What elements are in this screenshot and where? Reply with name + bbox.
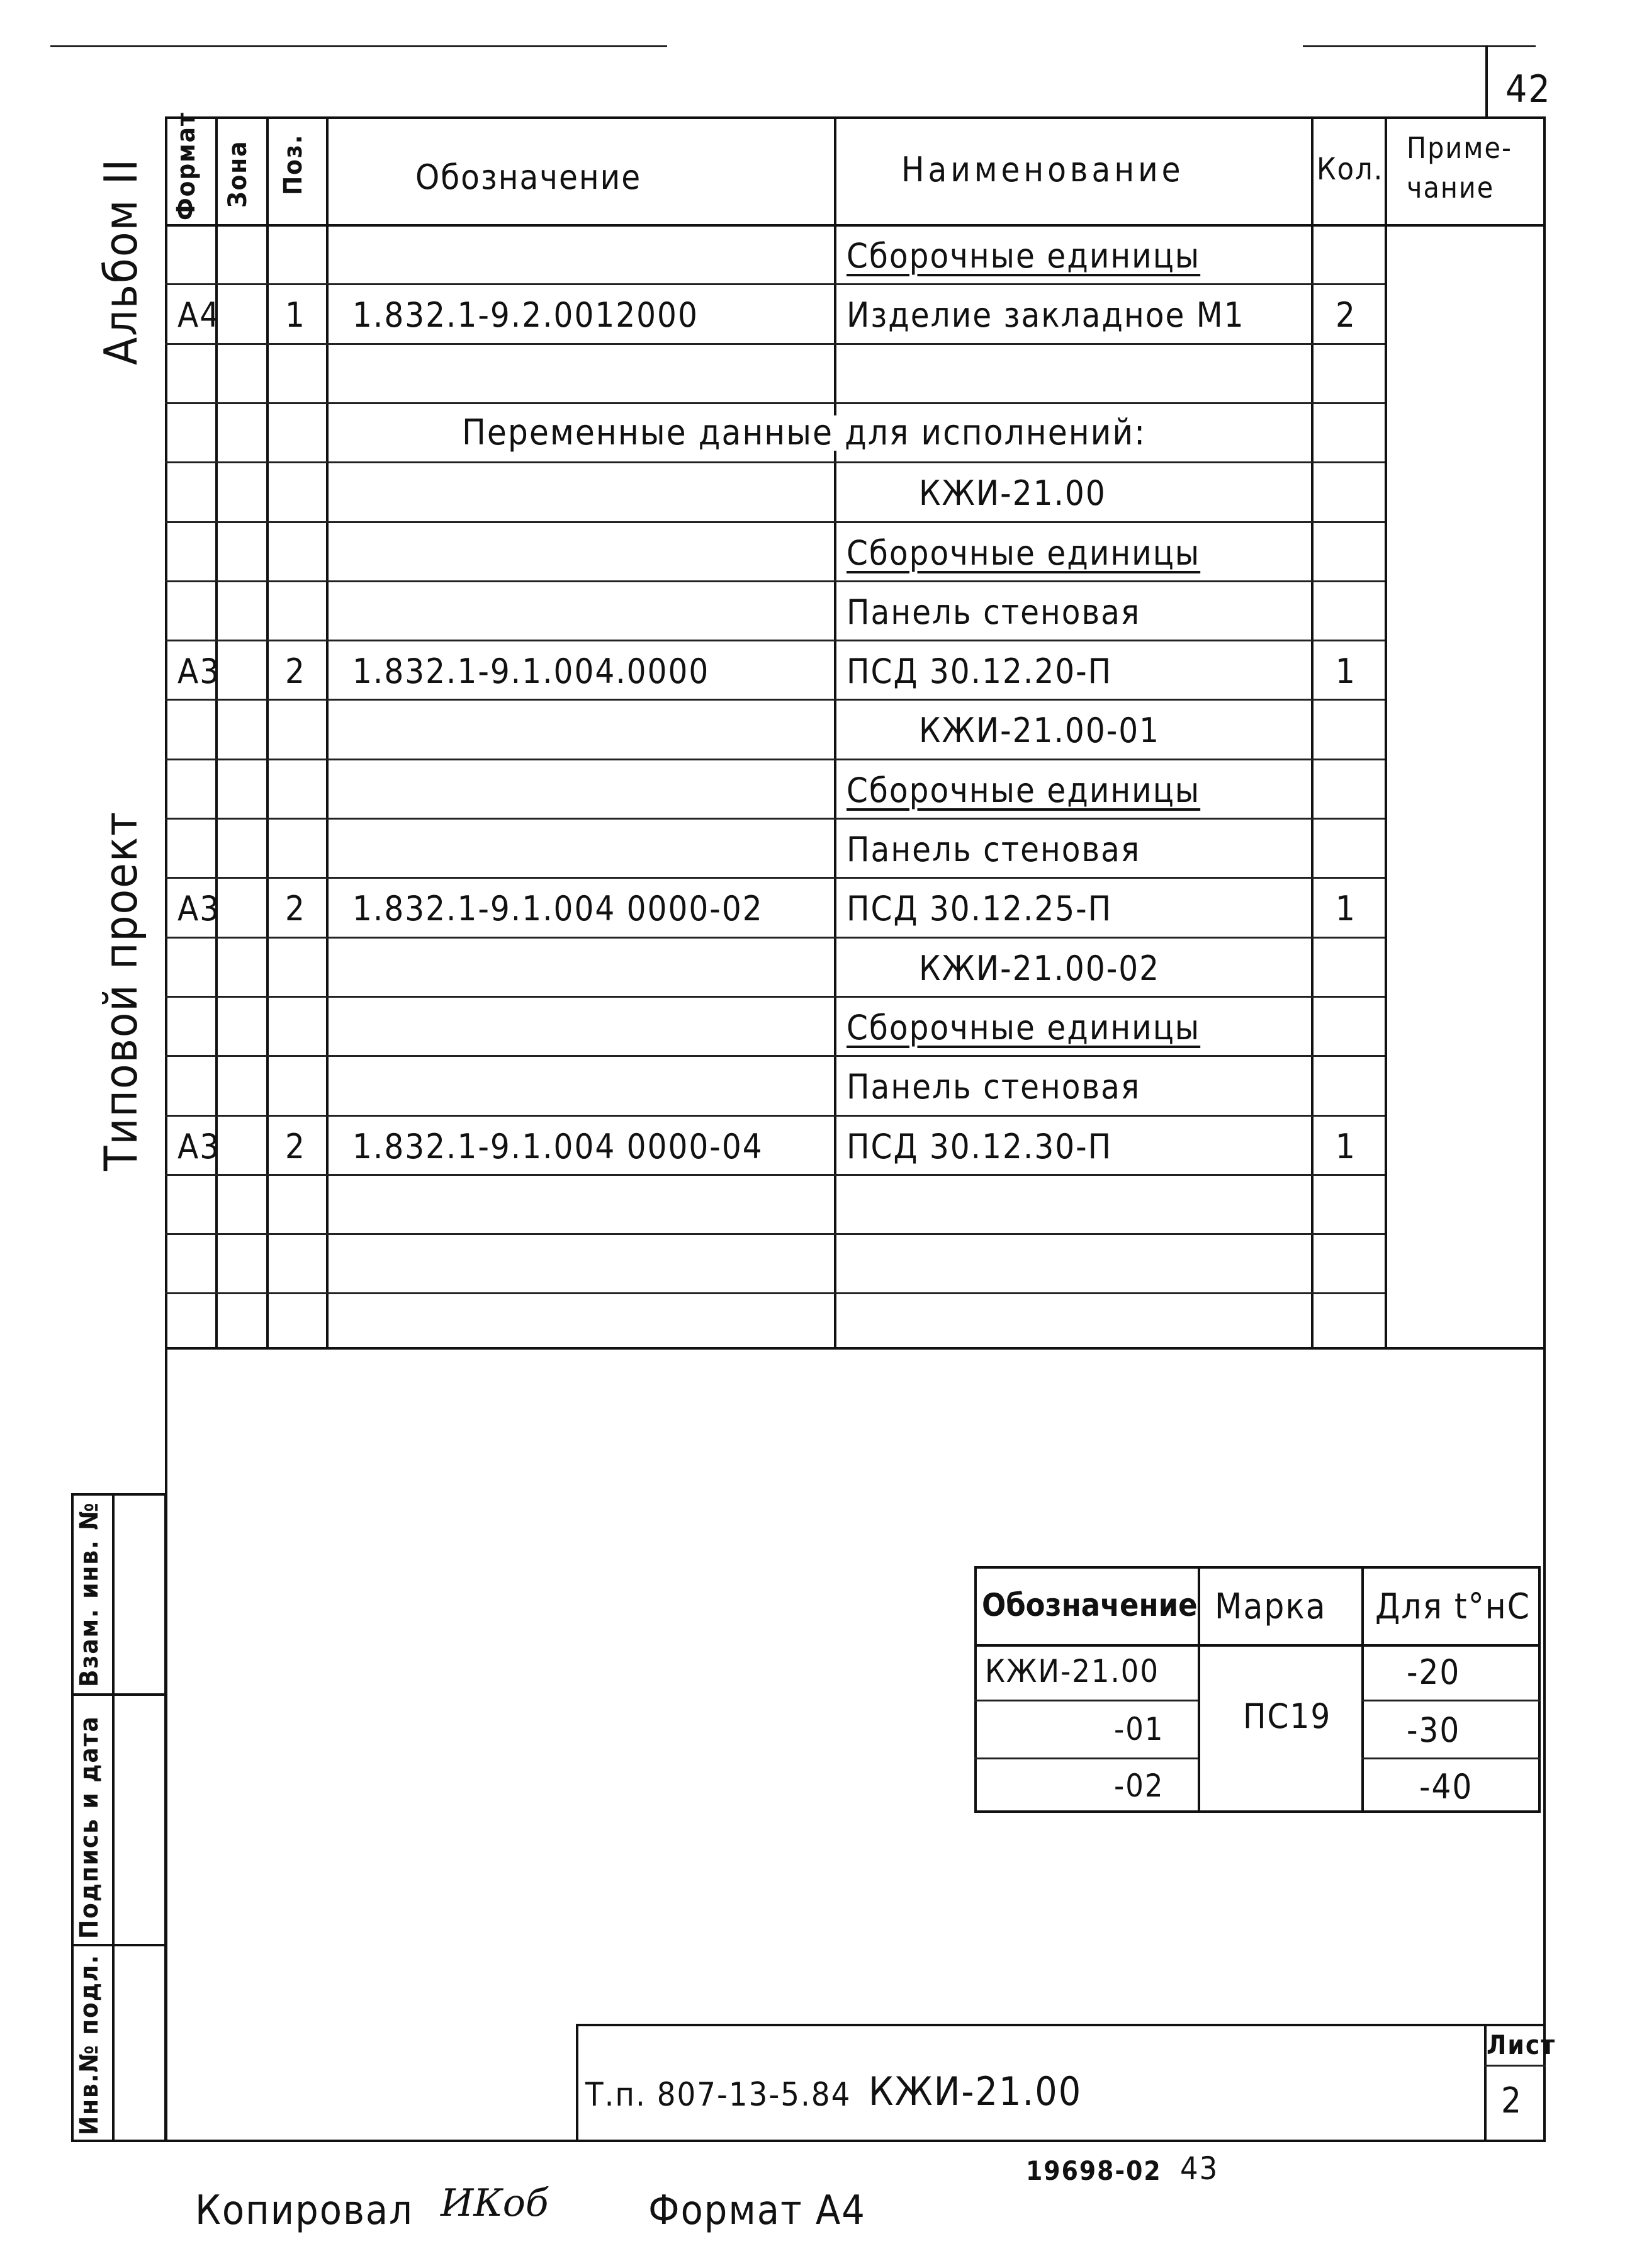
row-designation-cell: 1.832.1-9.1.004 0000-02 [352,889,763,928]
variants-designation-0: КЖИ-21.00 [985,1653,1160,1690]
row-format-cell: А3 [177,889,221,928]
header-pos: Поз. [279,133,308,195]
variants-row-line-2b [1361,1757,1541,1759]
variants-temp-2: -40 [1419,1767,1473,1807]
side-stamp-split-2 [71,1944,167,1946]
col-line-note [1385,116,1387,1349]
row-line [165,818,1385,820]
footer-page-number: 43 [1180,2150,1219,2187]
col-line-designation [326,116,329,1349]
side-stamp-inner-line [112,1493,115,2142]
variants-designation-1: -01 [1114,1711,1164,1747]
title-sheet-label: Лист [1487,2029,1556,2060]
top-border-left [50,45,667,47]
footer-format: Формат А4 [648,2187,866,2234]
header-note-line2: чание [1407,171,1495,205]
footer-signature: ИКоб [441,2181,549,2225]
row-pos-cell: 2 [285,1127,306,1166]
header-note-line1: Приме- [1407,131,1512,165]
variants-header-mark: Марка [1215,1586,1327,1627]
header-designation: Обозначение [415,157,642,197]
col-line-name [834,116,836,1349]
side-stamp-inv-orig: Инв.№ подл. [75,1954,104,2135]
row-line [165,1174,1385,1176]
row-name-cell: ПСД 30.12.30-П [847,1127,1113,1166]
row-line [165,343,1385,345]
header-bottom-line [165,224,1546,227]
row-line [165,937,1385,939]
header-format: Формат [172,111,201,220]
row-name-cell: Сборочные единицы [847,533,1201,573]
corner-number-divider [1485,45,1488,118]
table-bottom-line [165,1347,1546,1350]
title-code: Т.п. 807-13-5.84 [585,2076,852,2114]
row-line [165,521,1385,523]
variants-header-line [974,1644,1541,1647]
row-line [165,1233,1385,1235]
title-document: КЖИ-21.00 [869,2068,1083,2114]
side-stamp-sign-date: Подпись и дата [75,1715,104,1939]
title-sheet-number: 2 [1501,2080,1523,2121]
row-designation-cell: 1.832.1-9.1.004.0000 [352,652,710,691]
side-label-album: Альбом II [94,157,147,365]
header-qty: Кол. [1317,152,1384,187]
row-line [165,699,1385,701]
row-qty-cell: 2 [1336,295,1356,335]
side-stamp-vzam-inv: Взам. инв. № [75,1501,104,1687]
side-stamp-split-1 [71,1693,167,1696]
row-name-cell: Сборочные единицы [847,236,1201,276]
side-label-project: Типовой проект [94,811,147,1171]
row-designation-cell: 1.832.1-9.2.0012000 [352,295,699,335]
variants-row-line-1b [1361,1700,1541,1701]
header-name: Наименование [901,150,1184,189]
variants-mark: ПС19 [1243,1696,1332,1736]
row-line [165,1055,1385,1057]
variable-data-heading: Переменные данные для исполнений: [458,415,1150,451]
footer-archive-number: 19698-02 [1026,2155,1162,2186]
variants-row-line-2a [974,1757,1198,1759]
row-line [165,461,1385,463]
row-pos-cell: 1 [285,295,306,335]
row-line [165,640,1385,641]
row-format-cell: А3 [177,652,221,691]
row-line [165,283,1385,285]
row-line [165,402,1385,404]
title-block-sheet-line [1484,2065,1546,2067]
row-name-cell: КЖИ-21.00-02 [919,949,1161,988]
header-zone: Зона [223,140,252,208]
col-line-qty [1311,116,1314,1349]
row-line [165,996,1385,998]
row-line [165,759,1385,760]
row-name-cell: Сборочные единицы [847,770,1201,810]
variants-temp-0: -20 [1407,1652,1461,1692]
variants-temp-1: -30 [1407,1710,1461,1750]
row-designation-cell: 1.832.1-9.1.004 0000-04 [352,1127,763,1166]
row-name-cell: КЖИ-21.00-01 [919,711,1161,750]
row-name-cell: Панель стеновая [847,592,1141,632]
top-border-right [1303,45,1536,47]
row-qty-cell: 1 [1336,1127,1356,1166]
row-name-cell: Изделие закладное М1 [847,295,1245,335]
variants-col-line-2 [1361,1566,1364,1813]
row-line [165,877,1385,879]
row-qty-cell: 1 [1336,889,1356,928]
row-line [165,1115,1385,1117]
row-name-cell: ПСД 30.12.20-П [847,652,1113,691]
variants-row-line-1a [974,1700,1198,1701]
row-qty-cell: 1 [1336,652,1356,691]
row-pos-cell: 2 [285,889,306,928]
row-name-cell: КЖИ-21.00 [919,473,1106,513]
variants-col-line-1 [1198,1566,1200,1813]
row-line [165,580,1385,582]
row-name-cell: Сборочные единицы [847,1008,1201,1047]
row-format-cell: А3 [177,1127,221,1166]
row-pos-cell: 2 [285,652,306,691]
variants-header-temp: Для t°нС [1375,1586,1531,1627]
footer-copied: Копировал [195,2187,413,2234]
row-line [165,1292,1385,1294]
variants-header-designation: Обозначение [982,1587,1198,1623]
sheet-corner-number: 42 [1505,67,1551,111]
row-name-cell: Панель стеновая [847,830,1141,869]
row-name-cell: Панель стеновая [847,1067,1141,1107]
row-name-cell: ПСД 30.12.25-П [847,889,1113,928]
variants-designation-2: -02 [1114,1768,1164,1804]
col-line-pos [266,116,269,1349]
row-format-cell: А4 [177,295,221,335]
